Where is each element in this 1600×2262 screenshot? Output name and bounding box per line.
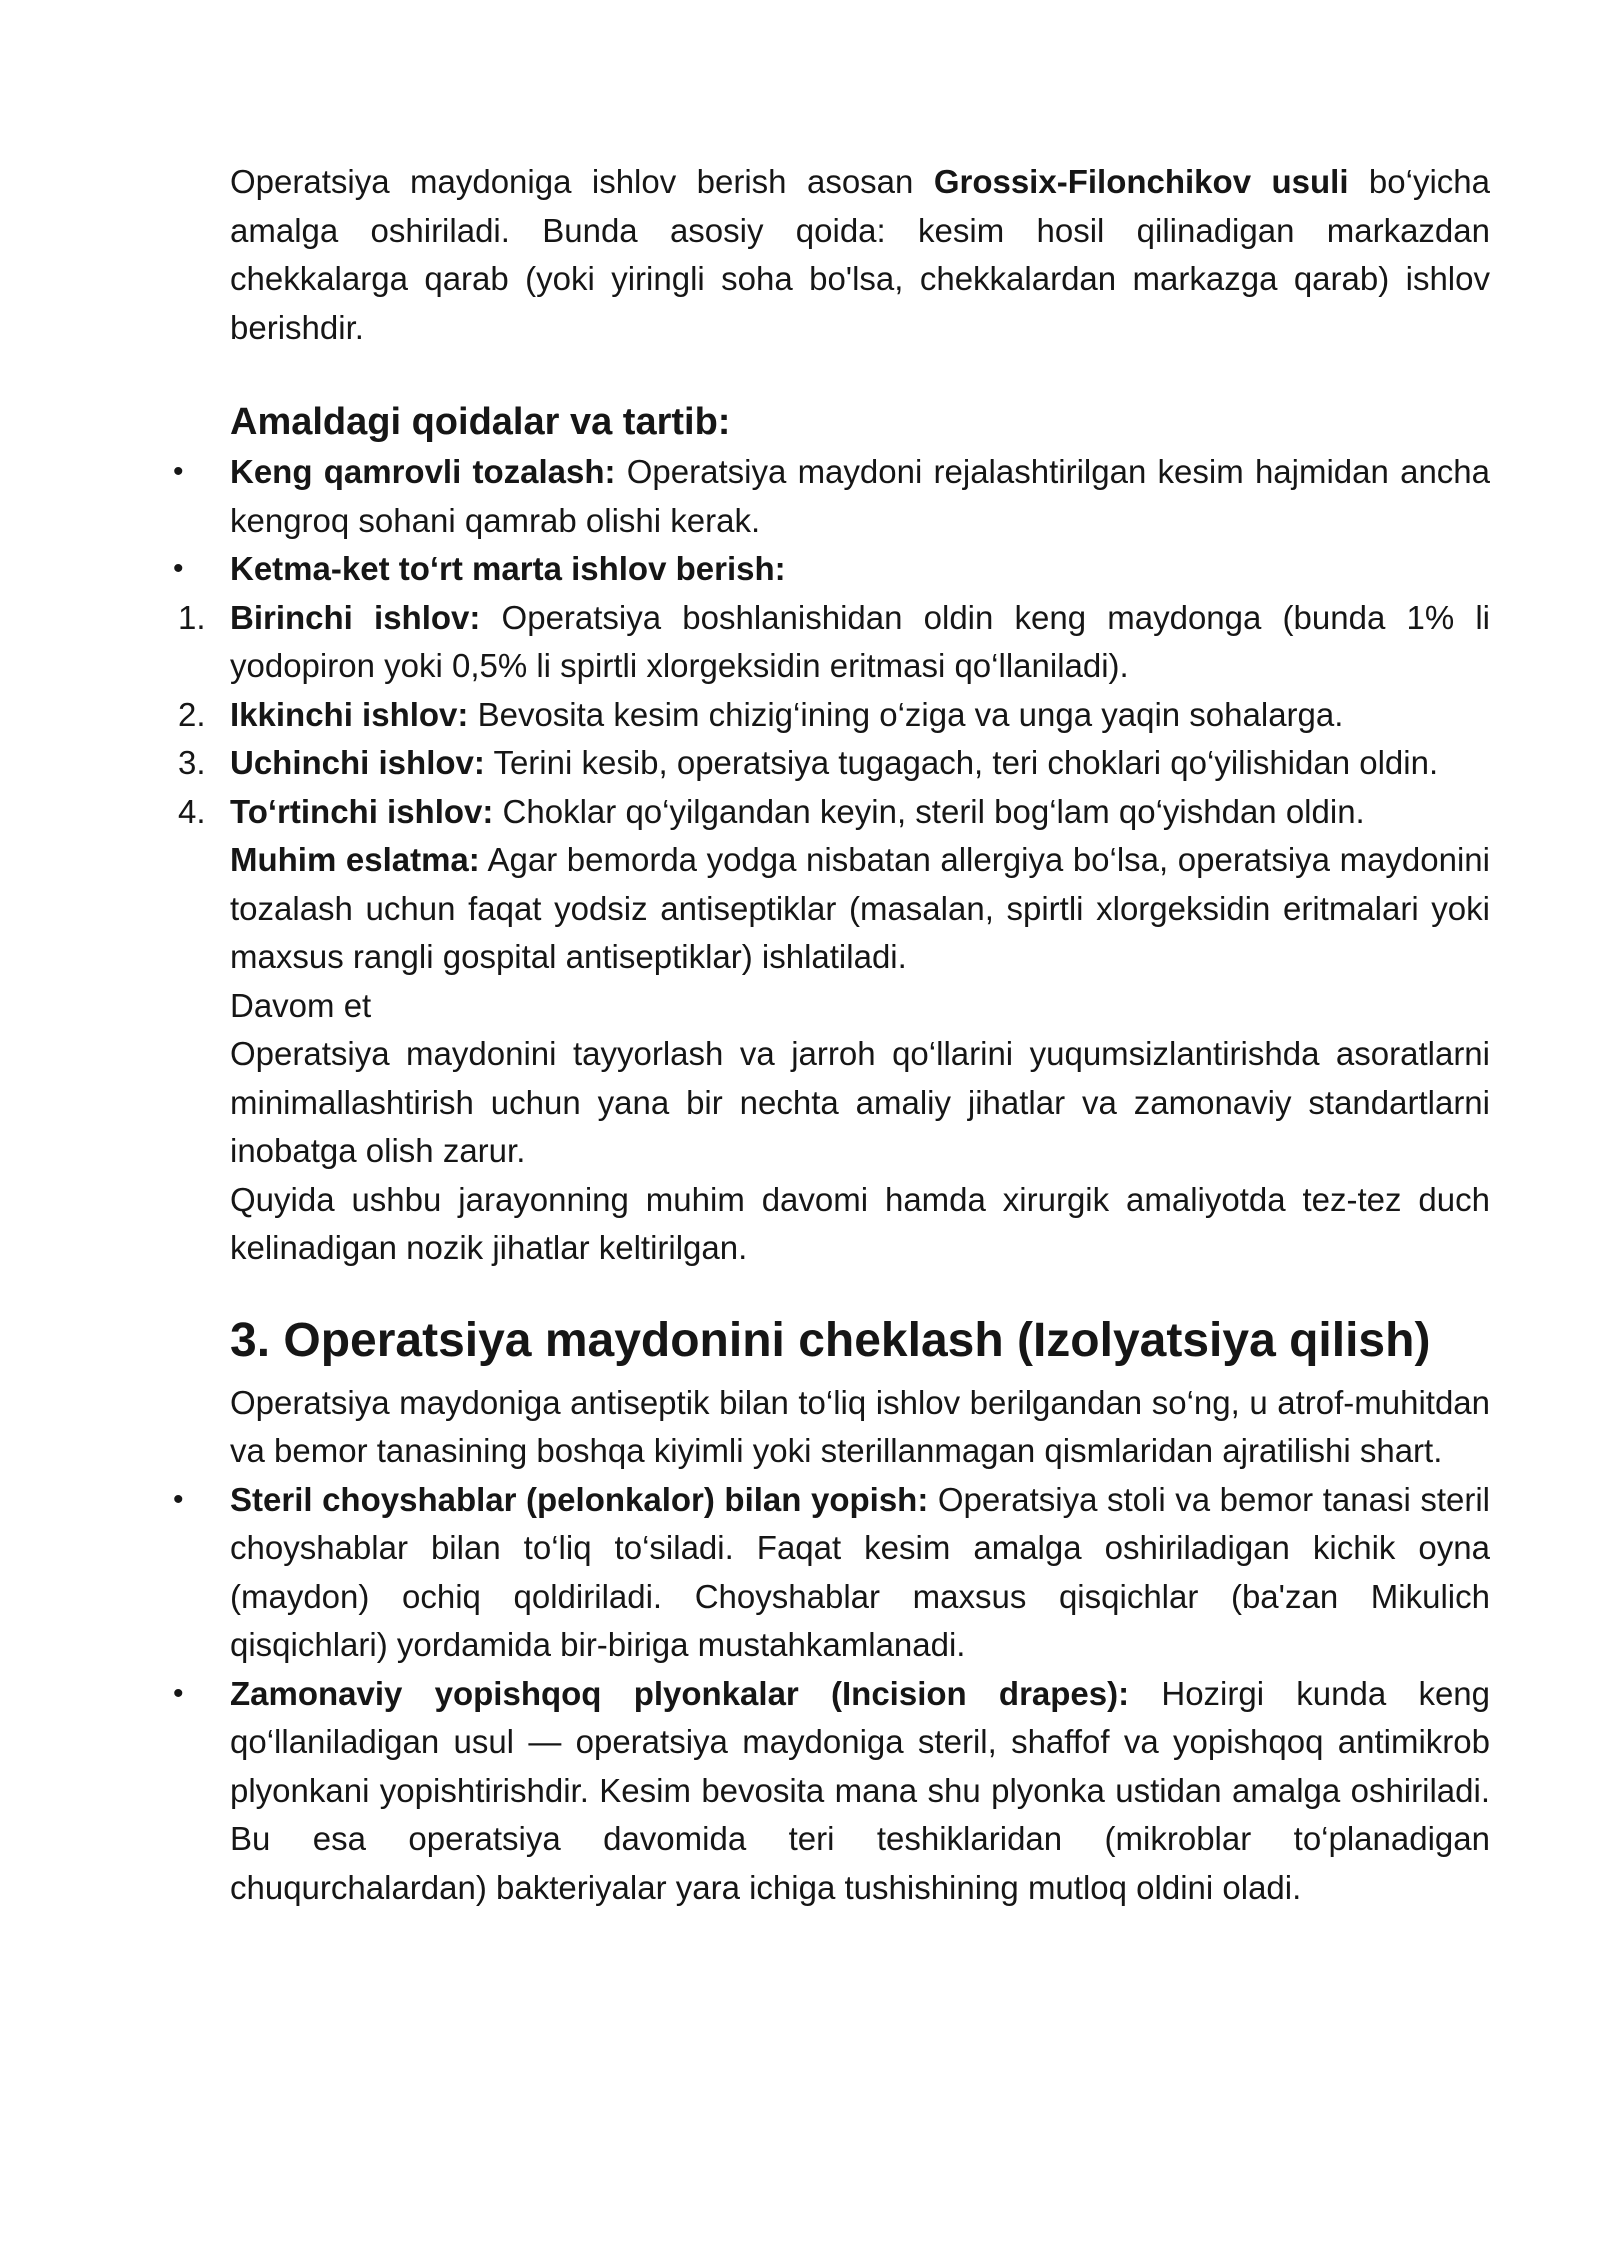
step-item-2	[178, 691, 1490, 740]
bullet-item-incision-drapes	[173, 1670, 1491, 1913]
bullet-marker: •	[173, 552, 184, 585]
bullet-marker: •	[173, 455, 184, 488]
step-number: 3.	[178, 744, 206, 781]
intro-method-name: Grossix-Filonchikov usuli	[933, 163, 1349, 200]
bullet-item-wide-cleaning	[173, 448, 1490, 545]
rules-heading: Amaldagi qoidalar va tartib:	[230, 401, 731, 443]
step-text: Bevosita kesim chizig‘ining o‘ziga va unga yaqin sohalarga.	[468, 695, 1344, 733]
intro-paragraph	[230, 158, 1490, 352]
document-page	[173, 158, 1491, 1912]
note-title: Muhim eslatma:	[230, 841, 480, 878]
step-title: Uchinchi ishlov:	[230, 744, 485, 781]
step-number: 2.	[178, 695, 206, 733]
continue-label: Davom et	[230, 986, 372, 1024]
section-3-title: 3. Operatsiya maydonini cheklash (Izolyatsiya qilish)	[230, 1313, 1431, 1367]
bullet-text: Operatsiya maydoni rejalashtirilgan kesim hajmidan ancha kengroq sohani qamrab olishi kerak.	[230, 453, 1490, 539]
step-item-1	[178, 594, 1490, 691]
step-number: 4.	[178, 792, 206, 830]
important-note	[230, 836, 1490, 982]
bullet-marker: •	[173, 1676, 184, 1710]
bullet-item-four-treatments	[173, 545, 1490, 594]
bullet-item-sterile-sheets	[173, 1476, 1490, 1670]
intro-text-end: bo‘yicha amalga oshiriladi. Bunda asosiy qoida: kesim hosil qilinadigan markazdan chekkalarga qarab (yoki yiringli soha bo'lsa, chekkalardan markazga qarab) ishlov berishdir.	[230, 163, 1490, 346]
step-title: To‘rtinchi ishlov:	[230, 792, 494, 830]
section-3-intro: Operatsiya maydoniga antiseptik bilan to‘liq ishlov berilgandan so‘ng, u atrof-muhitdan va bemor tanasining boshqa kiyimli yoki sterillanmagan qismlaridan ajratilishi shart.	[230, 1383, 1490, 1469]
bullet-title: Keng qamrovli tozalash:	[230, 453, 616, 490]
step-number: 1.	[178, 598, 206, 636]
note-text: Agar bemorda yodga nisbatan allergiya bo‘lsa, operatsiya maydonini tozalash uchun faqat yodsiz antiseptiklar (masalan, spirtli xlorgeksidin eritmalari yoki maxsus rangli gospital antiseptiklar) ishlatiladi.	[230, 841, 1490, 975]
step-title: Ikkinchi ishlov:	[230, 695, 469, 733]
step-text: Choklar qo‘yilgandan keyin, steril bog‘lam qo‘yishdan oldin.	[493, 792, 1365, 830]
continue-paragraph-1: Operatsiya maydonini tayyorlash va jarroh qo‘llarini yuqumsizlantirishda asoratlarni minimallashtirish uchun yana bir nechta amaliy jihatlar va zamonaviy standartlarni inobatga olish zarur.	[230, 1035, 1490, 1169]
bullet-title: Ketma-ket to‘rt marta ishlov berish:	[230, 550, 786, 587]
step-title: Birinchi ishlov:	[230, 598, 481, 636]
bullet-text: Operatsiya stoli va bemor tanasi steril choyshablar bilan to‘liq to‘siladi. Faqat kesim amalga oshiriladigan kichik oyna (maydon) ochiq qoldiriladi. Choyshablar maxsus qisqichlar (ba'zan Mikulich qisqichlari) yordamida bir-biriga mustahkamlanadi.	[230, 1480, 1490, 1663]
step-text: Terini kesib, operatsiya tugagach, teri choklari qo‘yilishidan oldin.	[484, 744, 1439, 781]
bullet-title: Steril choyshablar (pelonkalor) bilan yopish:	[230, 1480, 929, 1518]
bullet-text: Hozirgi kunda keng qo‘llaniladigan usul — operatsiya maydoniga steril, shaffof va yopishqoq antimikrob plyonkani yopishtirishdir. Kesim bevosita mana shu plyonka ustidan amalga oshiriladi. Bu esa operatsiya davomida teri teshiklaridan (mikroblar to‘planadigan chuqurchalardan) bakteriyalar yara ichiga tushishining mutloq oldini oladi.	[230, 1674, 1491, 1906]
bullet-title: Zamonaviy yopishqoq plyonkalar (Incision drapes):	[230, 1674, 1130, 1712]
intro-text-start: Operatsiya maydoniga ishlov berish asosan	[230, 163, 934, 200]
bullet-marker: •	[173, 1482, 184, 1516]
continue-paragraph-2: Quyida ushbu jarayonning muhim davomi hamda xirurgik amaliyotda tez-tez duch kelinadigan nozik jihatlar keltirilgan.	[230, 1180, 1490, 1266]
step-item-3	[178, 739, 1490, 788]
step-item-4	[178, 788, 1490, 837]
step-text: Operatsiya boshlanishidan oldin keng maydonga (bunda 1% li yodopiron yoki 0,5% li spirtli xlorgeksidin eritmasi qo‘llaniladi).	[230, 598, 1490, 684]
